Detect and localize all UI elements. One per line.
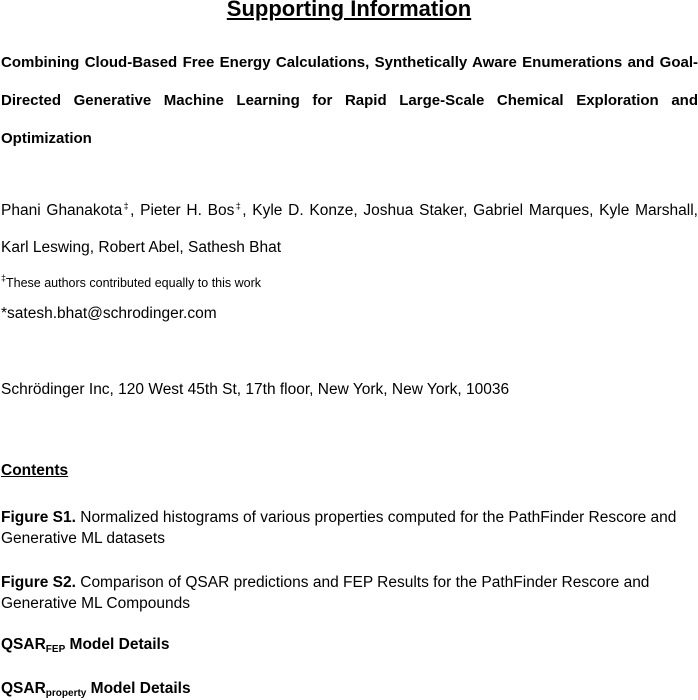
author-name: Karl Leswing — [1, 238, 90, 256]
figure-caption: Comparison of QSAR predictions and FEP Results for the PathFinder Rescore and Generative ML Compounds — [1, 574, 650, 612]
figure-label: Figure S1. — [1, 509, 76, 526]
section-base: QSAR — [1, 636, 46, 653]
section-subscript: FEP — [45, 644, 66, 655]
section-rest: Model Details — [86, 680, 191, 697]
author-name: Kyle Marshall — [599, 202, 694, 219]
note-text: These authors contributed equally to this work — [6, 276, 262, 290]
author-name: Robert Abel — [98, 238, 180, 256]
note-mark: ‡ — [1, 273, 7, 283]
supporting-information-heading: Supporting Information — [226, 0, 472, 21]
author-name: Joshua Staker — [363, 202, 464, 219]
figure-caption: Normalized histograms of various properties computed for the PathFinder Rescore and Generative ML datasets — [1, 509, 677, 547]
corresponding-email: *satesh.bhat@schrodinger.com — [1, 305, 217, 322]
contents-entry-qsar-property — [1, 680, 191, 698]
section-subscript: property — [45, 688, 87, 699]
equal-contribution-mark: ‡ — [122, 201, 131, 211]
author-name: Kyle D. Konze — [252, 202, 354, 219]
contents-entry-figure-s1 — [1, 507, 698, 549]
paper-title: Combining Cloud-Based Free Energy Calculations, Synthetically Aware Enumerations and Goal-Directed Generative Machine Learning for Rapid Large-Scale Chemical Exploration and Optimization — [1, 54, 698, 147]
section-base: QSAR — [1, 680, 46, 697]
author-name: Pieter H. Bos — [140, 202, 235, 219]
section-rest: Model Details — [65, 636, 170, 653]
figure-label: Figure S2. — [1, 574, 76, 591]
author-name: Sathesh Bhat — [188, 238, 282, 256]
author-name: Gabriel Marques — [473, 202, 590, 219]
equal-contribution-note — [1, 273, 262, 290]
contents-entry-qsar-fep — [1, 636, 169, 654]
contents-entry-figure-s2 — [1, 572, 698, 614]
contents-heading: Contents — [1, 462, 69, 479]
equal-contribution-mark: ‡ — [234, 201, 243, 211]
affiliation: Schrödinger Inc, 120 West 45th St, 17th floor, New York, New York, 10036 — [1, 381, 510, 398]
author-name: Phani Ghanakota — [1, 202, 123, 219]
author-list: Phani Ghanakota‡, Pieter H. Bos‡, Kyle D. Konze, Joshua Staker, Gabriel Marques, Kyle Marshall, Karl Leswing, Robert Abel, Sathesh Bhat — [1, 201, 698, 256]
